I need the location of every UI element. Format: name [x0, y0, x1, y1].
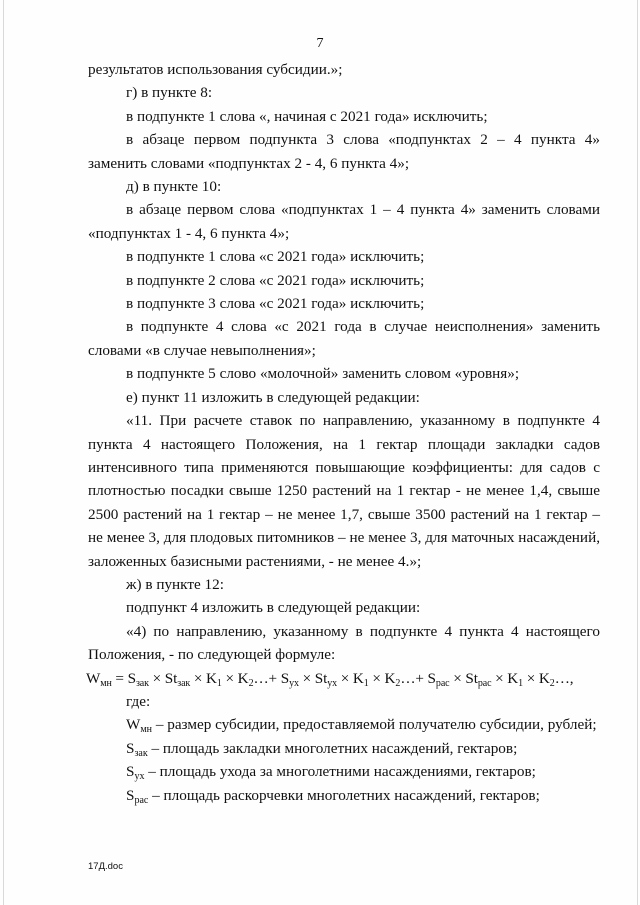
paragraph-16: «4) по направлению, указанному в подпункте 4 пункта 4 настоящего Положения, - по следующей формуле: — [88, 622, 600, 664]
paragraph-9: в подпункте 3 слова «с 2021 года» исключить; — [126, 295, 425, 313]
paragraph-11: в подпункте 5 слово «молочной» заменить словом «уровня»; — [126, 365, 520, 383]
paragraph-1: результатов использования субсидии.»; — [88, 61, 343, 78]
paragraph-2: г) в пункте 8: — [126, 84, 213, 102]
paragraph-15: подпункт 4 изложить в следующей редакции: — [126, 599, 421, 617]
document-body — [88, 58, 600, 807]
paragraph-12: е) пункт 11 изложить в следующей редакции: — [126, 388, 420, 406]
paragraph-4: в абзаце первом подпункта 3 слова «подпунктах 2 – 4 пункта 4» заменить словами «подпунктах 2 - 4, 6 пункта 4»; — [88, 131, 600, 172]
definition-w-mn: $W_{мн}$ – размер субсидии, предоставляемой получателю субсидии, рублей; — [126, 716, 597, 736]
paragraph-5: д) в пункте 10: — [126, 178, 222, 196]
formula: $W_{мн} = S_{зак} \times St_{зак} \times K_1$ × $K_2\dots+ S_{ух} \times St_{ух} \times K_1$ × $K_2\dots+ S_{рас} \times St_{рас} \times K_1$ × $K_2\dots$, — [86, 669, 574, 689]
definition-s-ras: $S_{рас}$ – площадь раскорчевки многолетних насаждений, гектаров; — [126, 786, 540, 806]
paragraph-10: в подпункте 4 слова «с 2021 года в случае неисполнения» заменить словами «в случае невыполнения»; — [88, 318, 600, 359]
paragraph-13: «11. При расчете ставок по направлению, указанному в подпункте 4 пункта 4 настоящего Положения, на 1 гектар площади закладки садов интенсивного типа применяются повышающие коэффициенты: для садов с плотностью посадки свыше 1250 растений на 1 гектар - не менее 1,4, свыше 2500 растений на 1 гектар – не менее 1,7, свыше 3500 растений на 1 гектар – не менее 3, для плодовых питомников – не менее 3, для маточных насаждений, заложенных базисными растениями, - не менее 4.»; — [88, 412, 600, 570]
definition-s-ukh: $S_{ух}$ – площадь ухода за многолетними насаждениями, гектаров; — [126, 763, 536, 783]
paragraph-7: в подпункте 1 слова «с 2021 года» исключить; — [126, 248, 425, 266]
page-number: 7 — [316, 36, 324, 51]
paragraph-8: в подпункте 2 слова «с 2021 года» исключить; — [126, 271, 425, 289]
paragraph-14: ж) в пункте 12: — [126, 575, 224, 593]
where-label: где: — [126, 692, 151, 710]
page-left-edge — [3, 0, 4, 905]
file-name-footer: 17Д.doc — [88, 861, 123, 872]
paragraph-6: в абзаце первом слова «подпунктах 1 – 4 пункта 4» заменить словами «подпунктах 1 - 4, 6 пункта 4»; — [88, 201, 600, 242]
page-right-edge — [637, 0, 638, 905]
paragraph-3: в подпункте 1 слова «, начиная с 2021 года» исключить; — [126, 107, 488, 125]
definition-s-zak: $S_{зак}$ – площадь закладки многолетних насаждений, гектаров; — [126, 739, 518, 759]
